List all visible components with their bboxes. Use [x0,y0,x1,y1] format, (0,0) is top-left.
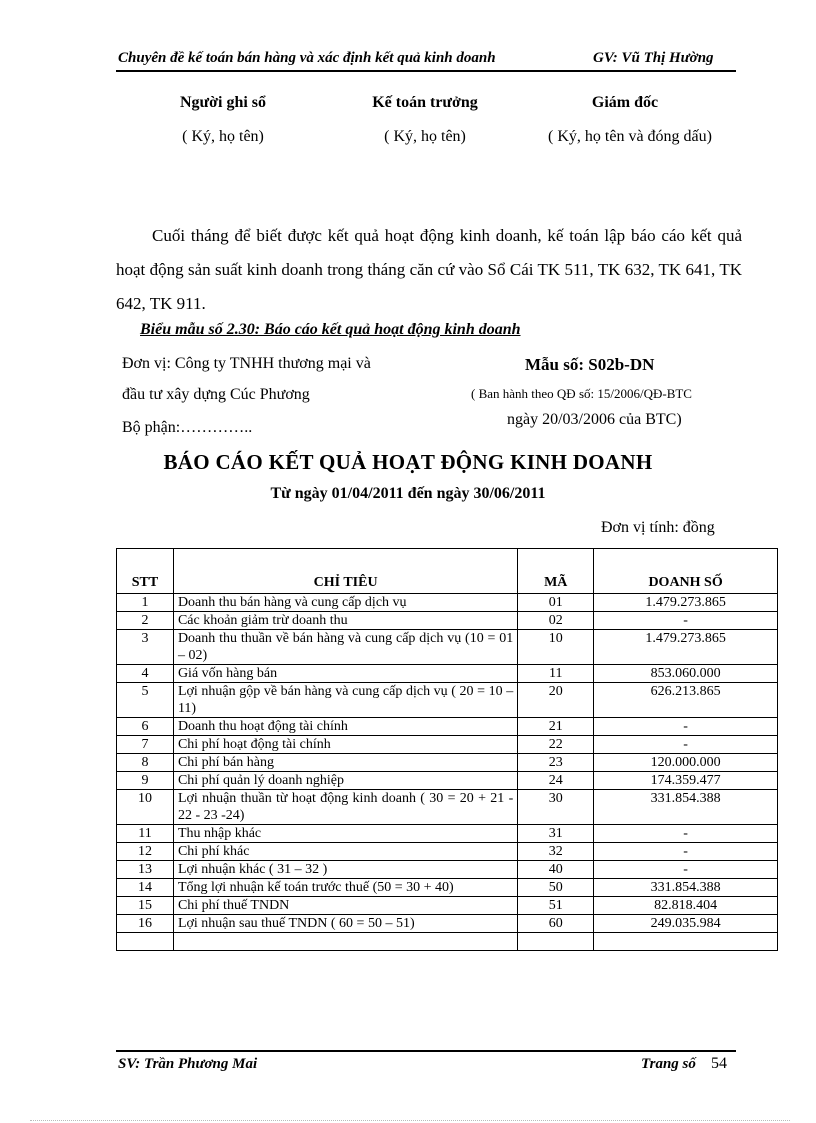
unit-line-2: đầu tư xây dựng Cúc Phương [122,386,310,403]
row-value: 1.479.273.865 [594,630,778,665]
footer-student: SV: Trần Phương Mai [118,1056,258,1072]
row-value: - [594,861,778,879]
table-row [117,861,778,879]
row-code: 20 [518,683,594,718]
signature-note-director: ( Ký, họ tên và đóng dấu) [548,128,712,145]
row-stt: 5 [117,683,174,718]
row-code: 11 [518,665,594,683]
table-row [117,879,778,897]
header-title: Chuyên đề kế toán bán hàng và xác định kết quả kinh doanh [118,50,496,66]
row-name: Chi phí hoạt động tài chính [173,736,517,754]
row-name: Lợi nhuận thuần từ hoạt động kinh doanh ( 30 = 20 + 21 - 22 - 23 -24) [173,790,517,825]
signature-role-director: Giám đốc [591,94,659,111]
row-stt: 16 [117,915,174,933]
row-stt: 3 [117,630,174,665]
row-code: 24 [518,772,594,790]
footer-page-label: Trang số [641,1056,696,1072]
empty-row [117,933,778,951]
row-value: 626.213.865 [594,683,778,718]
row-value: - [594,612,778,630]
row-stt: 6 [117,718,174,736]
table-row [117,594,778,612]
row-stt: 7 [117,736,174,754]
row-value: 82.818.404 [594,897,778,915]
report-measure: Đơn vị tính: đồng [601,519,715,536]
row-value: 331.854.388 [594,879,778,897]
row-name: Chi phí thuế TNDN [173,897,517,915]
row-name: Chi phí khác [173,843,517,861]
report-title: BÁO CÁO KẾT QUẢ HOẠT ĐỘNG KINH DOANH [163,450,653,474]
empty-cell [518,933,594,951]
row-stt: 13 [117,861,174,879]
row-code: 23 [518,754,594,772]
header-teacher: GV: Vũ Thị Hường [593,50,714,66]
row-value: 249.035.984 [594,915,778,933]
row-name: Doanh thu bán hàng và cung cấp dịch vụ [173,594,517,612]
row-name: Chi phí bán hàng [173,754,517,772]
row-value: 853.060.000 [594,665,778,683]
footer-page-number: 54 [711,1055,727,1072]
row-code: 10 [518,630,594,665]
signature-note-recorder: ( Ký, họ tên) [182,128,264,145]
row-stt: 10 [117,790,174,825]
table-row [117,790,778,825]
row-value: 120.000.000 [594,754,778,772]
table-row [117,612,778,630]
table-row [117,754,778,772]
row-name: Các khoản giảm trừ doanh thu [173,612,517,630]
row-code: 60 [518,915,594,933]
table-row [117,630,778,665]
row-stt: 11 [117,825,174,843]
row-code: 32 [518,843,594,861]
row-code: 30 [518,790,594,825]
report-period: Từ ngày 01/04/2011 đến ngày 30/06/2011 [270,485,546,502]
report-table [116,548,778,951]
row-stt: 12 [117,843,174,861]
row-value: - [594,718,778,736]
col-ma: MÃ [518,549,594,594]
row-stt: 8 [117,754,174,772]
row-stt: 15 [117,897,174,915]
row-value: - [594,843,778,861]
form-issued: ( Ban hành theo QĐ số: 15/2006/QĐ-BTC [471,386,692,401]
row-stt: 4 [117,665,174,683]
intro-paragraph [116,219,742,321]
row-code: 22 [518,736,594,754]
signature-role-chief-accountant: Kế toán trưởng [372,94,478,111]
table-row [117,825,778,843]
table-row [117,665,778,683]
row-stt: 1 [117,594,174,612]
table-body [117,594,778,951]
empty-cell [117,933,174,951]
row-stt: 9 [117,772,174,790]
table-row [117,915,778,933]
row-stt: 14 [117,879,174,897]
table-row [117,718,778,736]
row-name: Lợi nhuận sau thuế TNDN ( 60 = 50 – 51) [173,915,517,933]
row-name: Giá vốn hàng bán [173,665,517,683]
row-code: 51 [518,897,594,915]
col-chi-tieu: CHỈ TIÊU [173,549,517,594]
row-value: 174.359.477 [594,772,778,790]
row-code: 50 [518,879,594,897]
row-name: Tổng lợi nhuận kế toán trước thuế (50 = 30 + 40) [173,879,517,897]
signature-note-chief-accountant: ( Ký, họ tên) [384,128,466,145]
row-value: - [594,825,778,843]
empty-cell [594,933,778,951]
page-edge [30,1120,790,1121]
row-code: 21 [518,718,594,736]
col-doanh-so: DOANH SỐ [594,549,778,594]
row-name: Doanh thu thuần về bán hàng và cung cấp dịch vụ (10 = 01 – 02) [173,630,517,665]
table-row [117,683,778,718]
table-row [117,772,778,790]
row-code: 01 [518,594,594,612]
row-value: 331.854.388 [594,790,778,825]
intro-text: Cuối tháng để biết được kết quả hoạt động kinh doanh, kế toán lập báo cáo kết quả hoạt động sản suất kinh doanh trong tháng căn cứ vào Sổ Cái TK 511, TK 632, TK 641, TK 642, TK 911. [116,226,742,313]
row-code: 40 [518,861,594,879]
row-name: Thu nhập khác [173,825,517,843]
empty-cell [173,933,517,951]
unit-dept: Bộ phận:………….. [122,419,253,436]
row-value: 1.479.273.865 [594,594,778,612]
form-number: Mẫu số: S02b-DN [525,355,655,374]
unit-line-1: Đơn vị: Công ty TNHH thương mại và [122,355,371,372]
page-header [116,48,736,72]
form-caption: Biểu mẫu số 2.30: Báo cáo kết quả hoạt động kinh doanh [140,321,521,338]
table-row [117,843,778,861]
row-value: - [594,736,778,754]
row-name: Chi phí quản lý doanh nghiệp [173,772,517,790]
signature-role-recorder: Người ghi sổ [179,94,267,111]
form-date: ngày 20/03/2006 của BTC) [507,411,682,428]
row-stt: 2 [117,612,174,630]
row-name: Lợi nhuận khác ( 31 – 32 ) [173,861,517,879]
row-code: 02 [518,612,594,630]
col-stt: STT [117,549,174,594]
table-row [117,736,778,754]
table-header-row [117,549,778,594]
row-name: Doanh thu hoạt động tài chính [173,718,517,736]
table-row [117,897,778,915]
row-name: Lợi nhuận gộp về bán hàng và cung cấp dịch vụ ( 20 = 10 – 11) [173,683,517,718]
page-footer [116,1050,736,1074]
row-code: 31 [518,825,594,843]
